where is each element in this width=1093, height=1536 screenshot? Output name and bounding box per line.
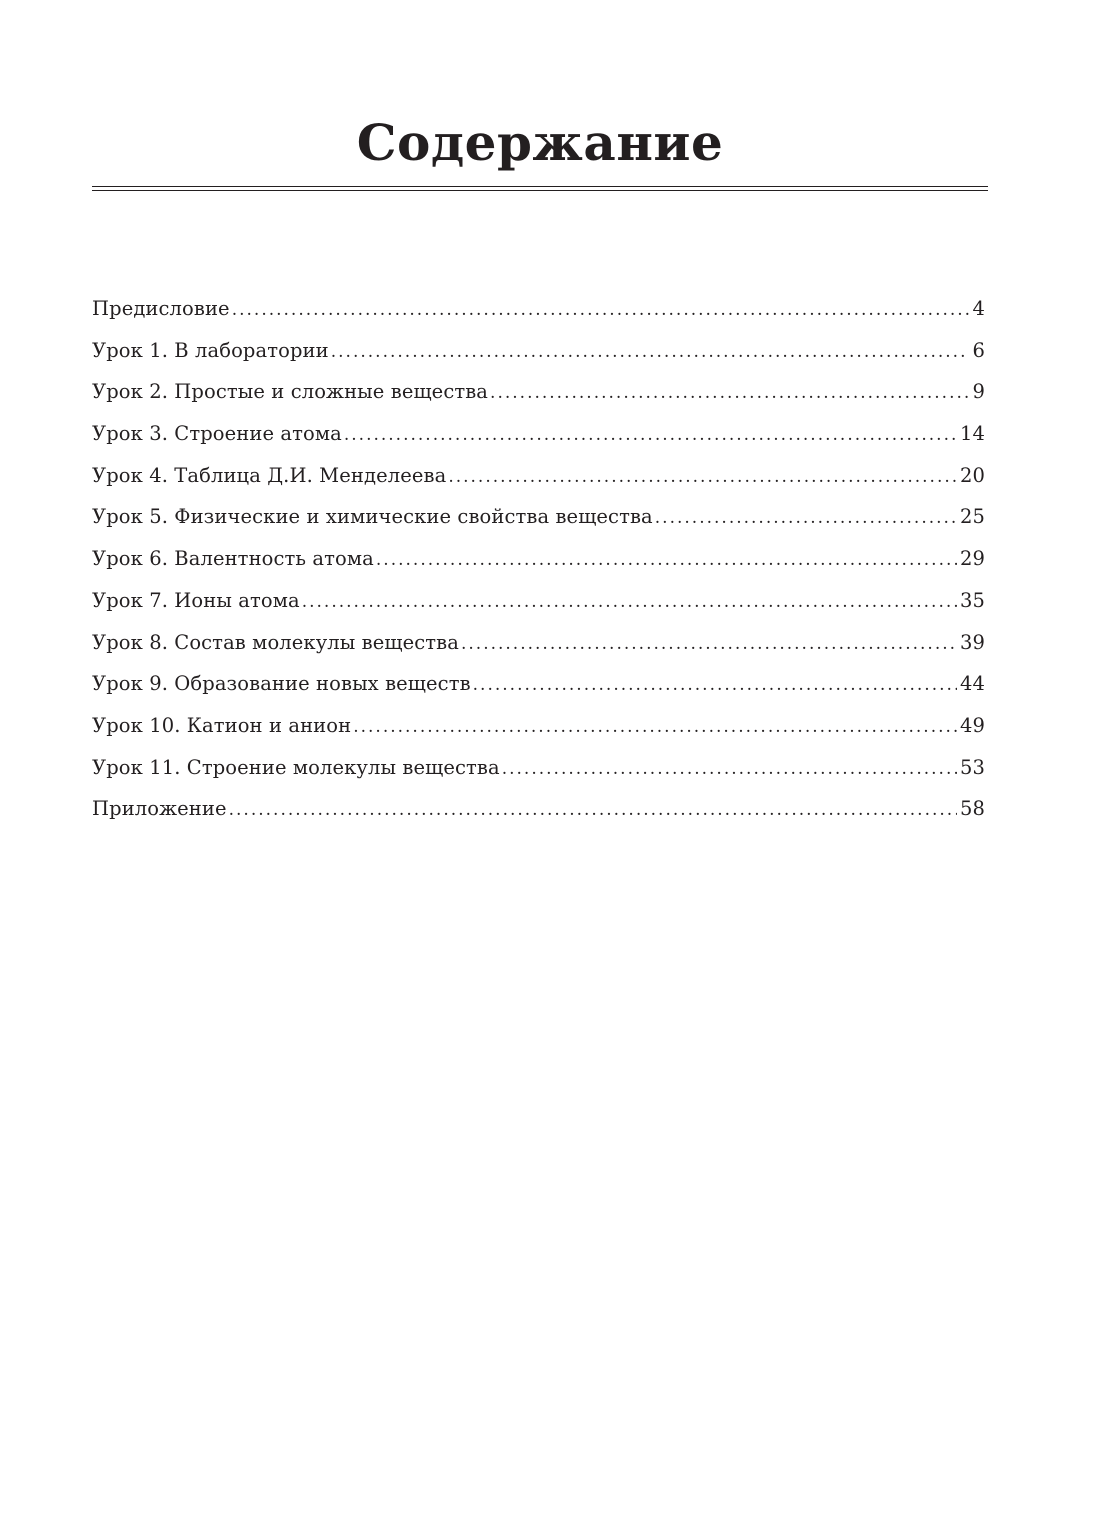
toc-leader-dots [353,711,957,743]
toc-entry-page: 58 [959,797,985,821]
toc-entry-page: 35 [959,588,985,612]
page-title: Содержание [356,113,724,172]
toc-entry-label: Урок 5. Физические и химические свойства вещества [92,505,653,529]
toc-leader-dots [490,377,969,409]
toc-leader-dots [232,294,970,326]
toc-entry-preface[interactable] [92,293,985,335]
toc-entry-label: Предисловие [92,297,230,320]
title-double-rule [92,186,988,191]
toc-leader-dots [502,753,957,785]
toc-entry-lesson-11[interactable] [92,752,985,794]
toc-entry-label: Урок 3. Строение атома [92,422,342,446]
toc-entry-label: Урок 4. Таблица Д.И. Менделеева [92,463,447,487]
table-of-contents [92,293,985,835]
toc-entry-page: 20 [959,463,985,487]
toc-leader-dots [461,628,957,660]
toc-entry-label: Урок 6. Валентность атома [92,547,374,571]
toc-entry-lesson-3[interactable] [92,418,985,460]
toc-entry-lesson-2[interactable] [92,376,985,418]
toc-entry-lesson-7[interactable] [92,585,985,627]
toc-leader-dots [331,336,970,368]
toc-leader-dots [448,461,957,493]
toc-entry-page: 25 [959,505,985,529]
toc-entry-page: 53 [959,755,985,779]
toc-entry-lesson-8[interactable] [92,627,985,669]
toc-leader-dots [655,502,957,534]
toc-entry-label: Урок 7. Ионы атома [92,588,300,612]
toc-entry-page: 4 [972,297,985,320]
toc-entry-lesson-1[interactable] [92,335,985,377]
toc-entry-page: 44 [959,672,985,696]
toc-entry-lesson-10[interactable] [92,710,985,752]
toc-entry-page: 39 [959,630,985,654]
toc-entry-page: 9 [972,380,985,404]
toc-leader-dots [344,419,957,451]
toc-leader-dots [229,794,957,826]
toc-entry-lesson-9[interactable] [92,668,985,710]
toc-entry-page: 14 [959,422,985,446]
toc-entry-appendix[interactable] [92,793,985,835]
toc-leader-dots [376,544,957,576]
toc-entry-label: Урок 9. Образование новых веществ [92,672,471,696]
toc-entry-page: 29 [959,547,985,571]
toc-entry-label: Урок 11. Строение молекулы вещества [92,755,500,779]
toc-entry-lesson-5[interactable] [92,501,985,543]
toc-entry-label: Приложение [92,797,227,821]
toc-leader-dots [473,669,957,701]
toc-entry-lesson-4[interactable] [92,460,985,502]
toc-entry-label: Урок 8. Состав молекулы вещества [92,630,459,654]
toc-entry-lesson-6[interactable] [92,543,985,585]
toc-leader-dots [302,586,957,618]
toc-entry-label: Урок 2. Простые и сложные вещества [92,380,489,404]
toc-entry-label: Урок 1. В лаборатории [92,338,329,362]
toc-entry-page: 6 [972,338,985,362]
toc-entry-label: Урок 10. Катион и анион [92,713,352,737]
toc-entry-page: 49 [959,713,985,737]
